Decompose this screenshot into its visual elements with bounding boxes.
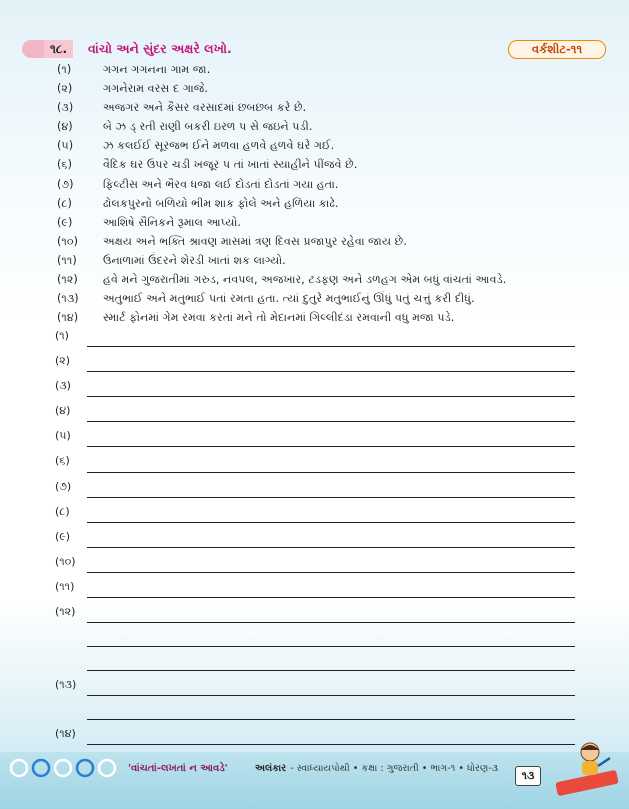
sentence-number: (૭) — [57, 177, 74, 191]
writing-row — [55, 725, 575, 750]
writing-line[interactable] — [87, 522, 575, 523]
sentence-line — [57, 117, 607, 136]
sentence-number: (૫) — [57, 139, 74, 153]
writing-line[interactable] — [87, 371, 575, 372]
writing-row — [55, 402, 575, 427]
sentence-line — [57, 98, 607, 117]
sentence-text: અતુભાઈ અને મતુભાઈ પતાં રમતા હતા. ત્યાં દુતુરે મતુભાઈનું ઊંધું પતું ચત્તું કરી દીધું. — [103, 292, 475, 306]
footer-motto: 'વાંચતાં-લખતાં ન આવડે' — [128, 763, 228, 774]
sentence-text: ફિલ્ટીસ અને ભૈરવ ધજા લઈ દોડતાં દોડતાં ગયા હતા. — [103, 177, 339, 191]
sentence-line — [57, 79, 607, 98]
writing-line[interactable] — [87, 670, 575, 671]
writing-line[interactable] — [87, 472, 575, 473]
sentence-line — [57, 175, 607, 194]
sentence-line — [57, 232, 607, 251]
writing-line[interactable] — [87, 396, 575, 397]
writing-row — [55, 377, 575, 402]
footer-details-text: - સ્વાધ્યાયપોથી • કક્ષા : ગુજરાતી • ભાગ-૧ • ધોરણ-૩ — [290, 763, 498, 774]
question-title: વાંચો અને સુંદર અક્ષરે લખો. — [88, 41, 232, 56]
writing-row — [55, 427, 575, 452]
sentence-number: (૧૦) — [57, 234, 78, 248]
writing-line[interactable] — [87, 497, 575, 498]
writing-row-number: (૧૧) — [55, 579, 75, 593]
writing-row-number: (૮) — [55, 504, 70, 518]
sentence-text: હવે મને ગુજરાતીમાં ગરુડ, નવપલ, અજખાર, ટડફણ અને ડળહગ એમ બધું વાંચતાં આવડે. — [103, 273, 507, 287]
sentence-line — [57, 213, 607, 232]
question-number: ૧૮. — [44, 40, 73, 58]
writing-line[interactable] — [87, 421, 575, 422]
sentence-line — [57, 136, 607, 155]
writing-row-number: (૫) — [55, 429, 71, 443]
sentence-text: ઉનાળામાં ઉંદરને શેરડી ખાતાં શક લાગ્યો. — [103, 253, 286, 267]
sentence-number: (૪) — [57, 120, 73, 134]
sentence-number: (૮) — [57, 196, 72, 210]
writing-row-number: (૬) — [55, 454, 70, 468]
writing-row-number: (૧૪) — [55, 727, 76, 741]
sentence-line — [57, 289, 607, 308]
sentence-text: ઝ કલઈઈ સૂરજભ ઈને મળવા હળવે હળવે ઘરે ગઈ. — [103, 139, 335, 153]
writing-row-continuation — [55, 652, 575, 676]
writing-row — [55, 503, 575, 528]
sentence-line — [57, 270, 607, 289]
writing-row — [55, 676, 575, 701]
writing-row-number: (૩) — [55, 379, 71, 393]
sentence-text: વૈદિક ઘર ઉપર ચડી ખજૂર પ તાં ખાતાં સ્યાહીને પીંજવે છે. — [103, 158, 358, 172]
writing-line[interactable] — [87, 346, 575, 347]
writing-row-continuation — [55, 701, 575, 725]
sentence-number: (૩) — [57, 101, 74, 115]
sentence-list — [57, 60, 607, 327]
sentence-text: સ્માર્ટ ફોનમાં ગેમ રમવા કરતાં મને તો મેદાનમાં ગિલ્લીદંડા રમવાની વધુ મજા પડે. — [103, 311, 455, 325]
footer-brand: અલંકાર — [255, 763, 287, 774]
rings-decoration-icon — [8, 757, 118, 779]
writing-row — [55, 578, 575, 603]
writing-row — [55, 603, 575, 628]
writing-row — [55, 478, 575, 503]
writing-line[interactable] — [87, 547, 575, 548]
worksheet-badge: વર્કશીટ-૧૧ — [508, 40, 606, 59]
writing-row — [55, 352, 575, 377]
sentence-number: (૬) — [57, 158, 72, 172]
writing-row — [55, 553, 575, 578]
writing-line[interactable] — [87, 744, 575, 745]
writing-line[interactable] — [87, 572, 575, 573]
sentence-line — [57, 155, 607, 174]
sentence-text: ગગનેરામ વરસ દ ગાજે. — [103, 82, 208, 96]
writing-row-number: (૧૩) — [55, 678, 77, 692]
header-pill-decoration — [22, 40, 46, 58]
writing-row — [55, 452, 575, 477]
writing-row-continuation — [55, 628, 575, 652]
sentence-line — [57, 308, 607, 327]
boy-writing-illustration-icon — [552, 738, 622, 798]
sentence-number: (૨) — [57, 82, 73, 96]
sentence-line — [57, 194, 607, 213]
writing-line[interactable] — [87, 646, 575, 647]
sentence-text: અક્ષય અને ભક્તિ શ્રાવણ માસમાં ત્રણ દિવસ પ્રજાપુર રહેવા જાય છે. — [103, 234, 407, 248]
writing-line[interactable] — [87, 622, 575, 623]
writing-row — [55, 528, 575, 553]
writing-row-number: (૧૨) — [55, 605, 76, 619]
writing-line[interactable] — [87, 446, 575, 447]
writing-area — [55, 327, 575, 774]
writing-row-number: (૪) — [55, 404, 71, 418]
sentence-number: (૧૪) — [57, 311, 79, 325]
sentence-number: (૯) — [57, 215, 73, 229]
sentence-number: (૧૩) — [57, 292, 79, 306]
writing-row — [55, 327, 575, 352]
sentence-number: (૧૨) — [57, 273, 78, 287]
footer-details — [255, 763, 498, 774]
writing-line[interactable] — [87, 597, 575, 598]
sentence-text: અજગર અને કૈસર વરસાદમાં છબછબ કરે છે. — [103, 101, 307, 115]
writing-line[interactable] — [87, 695, 575, 696]
writing-line[interactable] — [87, 719, 575, 720]
sentence-number: (૧) — [57, 63, 72, 76]
page-number: ૧૩ — [515, 766, 541, 786]
writing-row-number: (૧૦) — [55, 554, 76, 568]
sentence-text: ગગન ગગનના ગામ જા. — [103, 63, 211, 76]
sentence-line — [57, 251, 607, 270]
sentence-number: (૧૧) — [57, 253, 77, 267]
writing-row-number: (૭) — [55, 479, 72, 493]
writing-row-number: (૨) — [55, 354, 71, 368]
writing-row-number: (૯) — [55, 529, 71, 543]
sentence-line — [57, 60, 607, 79]
sentence-text: ઢોલકપુરનો બળિયો ભીમ શાક ફોલે અને હળિયા કાઢે. — [103, 196, 339, 210]
sentence-text: બે ઝ ડ્ રતી રાણી બકરી ઇરળ પ સે જઇને પડી. — [103, 120, 313, 134]
writing-row-number: (૧) — [55, 329, 69, 342]
sentence-text: આશિષે સૈનિકને રૂમાલ આપ્યો. — [103, 215, 241, 229]
